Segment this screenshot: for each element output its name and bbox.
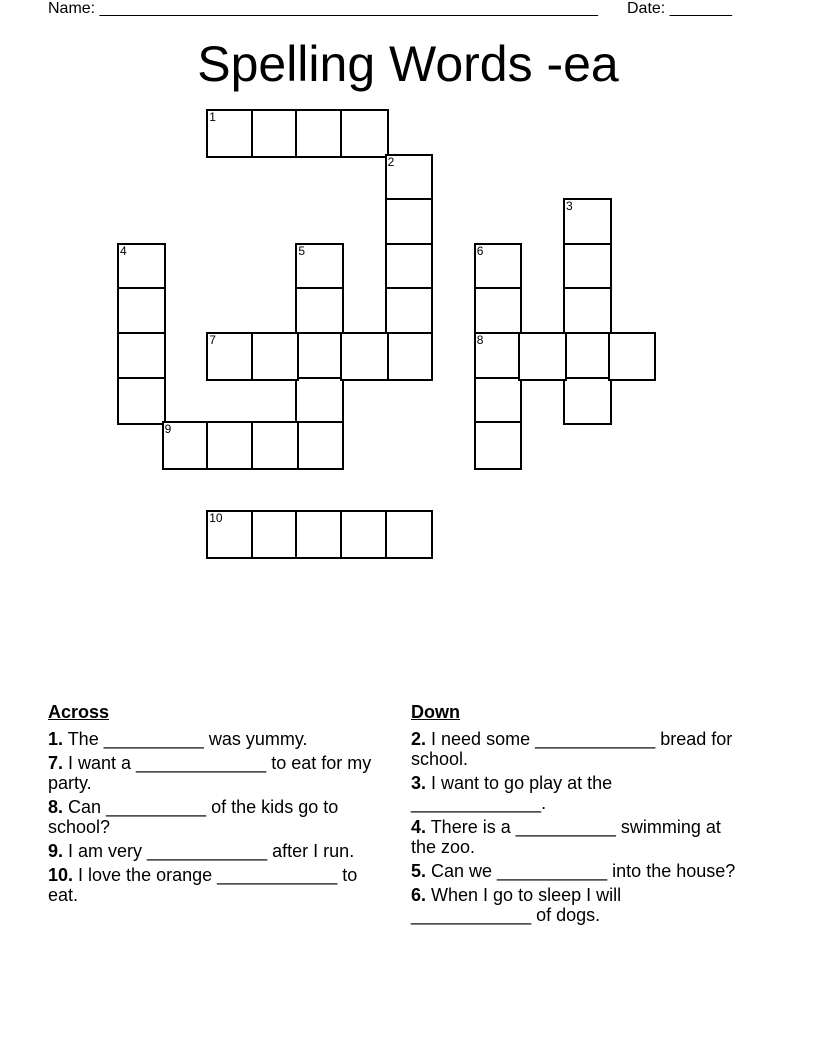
crossword-cell[interactable] [474, 377, 523, 426]
crossword-cell[interactable] [117, 377, 166, 426]
clue-text: I need some ____________ bread for school. [411, 729, 733, 769]
clue-text: I want a _____________ to eat for my party. [48, 753, 372, 793]
crossword-cell[interactable] [340, 332, 389, 381]
crossword-cell[interactable] [295, 287, 344, 336]
crossword-cell[interactable] [206, 510, 255, 559]
crossword-cell[interactable] [563, 287, 612, 336]
crossword-cell[interactable] [474, 243, 523, 292]
crossword-cell[interactable] [608, 332, 657, 381]
date-field[interactable]: Date: _______ [627, 0, 732, 17]
cell-number: 9 [164, 422, 172, 437]
clue-text: I love the orange ____________ to eat. [48, 865, 358, 905]
crossword-cell[interactable] [295, 377, 344, 426]
clue-down-5 [411, 861, 741, 881]
crossword-cell[interactable] [563, 198, 612, 247]
name-field[interactable]: Name: ________________________________________________________ [48, 0, 598, 17]
crossword-cell[interactable] [340, 510, 389, 559]
clue-text: Can __________ of the kids go to school? [48, 797, 339, 837]
clue-text: The __________ was yummy. [63, 729, 308, 749]
crossword-cell[interactable] [295, 332, 344, 381]
crossword-cell[interactable] [295, 510, 344, 559]
crossword-cell[interactable] [474, 332, 523, 381]
crossword-cell[interactable] [385, 154, 434, 203]
clue-number: 7. [48, 753, 64, 773]
crossword-cell[interactable] [385, 198, 434, 247]
clue-down-3 [411, 773, 741, 813]
crossword-cell[interactable] [251, 332, 300, 381]
cell-number: 7 [209, 333, 216, 347]
crossword-cell[interactable] [385, 332, 434, 381]
cell-number: 8 [476, 333, 484, 347]
clue-across-10 [48, 865, 378, 905]
clue-across-9 [48, 841, 378, 861]
clue-number: 9. [48, 841, 64, 861]
clue-number: 10. [48, 865, 74, 885]
crossword-cell[interactable] [385, 243, 434, 292]
crossword-cell[interactable] [251, 421, 300, 470]
crossword-cell[interactable] [162, 421, 211, 470]
crossword-cell[interactable] [295, 243, 344, 292]
crossword-cell[interactable] [295, 421, 344, 470]
crossword-cell[interactable] [563, 243, 612, 292]
across-clues [48, 702, 378, 909]
clue-number: 1. [48, 729, 64, 749]
crossword-cell[interactable] [206, 421, 255, 470]
clue-text: I want to go play at the _____________. [411, 773, 613, 813]
clue-number: 4. [411, 817, 427, 837]
down-heading: Down [411, 702, 460, 722]
crossword-cell[interactable] [117, 332, 166, 381]
cell-number: 5 [298, 243, 306, 258]
clue-down-2 [411, 729, 741, 769]
crossword-cell[interactable] [251, 510, 300, 559]
cell-number: 2 [387, 154, 395, 169]
crossword-cell[interactable] [206, 109, 255, 158]
cell-number: 4 [120, 243, 127, 258]
cell-number: 3 [566, 199, 573, 214]
page-title: Spelling Words -ea [197, 36, 619, 92]
crossword-cell[interactable] [251, 109, 300, 158]
cell-number: 6 [476, 243, 484, 258]
clue-text: Can we ___________ into the house? [426, 861, 736, 881]
down-clues [411, 702, 741, 929]
crossword-cell[interactable] [518, 332, 567, 381]
clue-down-4 [411, 817, 741, 857]
clue-number: 8. [48, 797, 64, 817]
crossword-cell[interactable] [117, 243, 166, 292]
across-heading: Across [48, 702, 110, 722]
crossword-cell[interactable] [385, 287, 434, 336]
crossword-cell[interactable] [385, 510, 434, 559]
clue-across-7 [48, 753, 378, 793]
crossword-cell[interactable] [474, 421, 523, 470]
clue-number: 2. [411, 729, 427, 749]
clue-down-6 [411, 885, 741, 925]
crossword-cell[interactable] [563, 332, 612, 381]
crossword-cell[interactable] [474, 287, 523, 336]
clue-text: There is a __________ swimming at the zoo. [411, 817, 721, 857]
clue-number: 5. [411, 861, 427, 881]
crossword-cell[interactable] [295, 109, 344, 158]
cell-number: 10 [209, 511, 223, 526]
crossword-cell[interactable] [340, 109, 389, 158]
cell-number: 1 [209, 110, 216, 124]
crossword-cell[interactable] [563, 377, 612, 426]
clue-across-1 [48, 729, 378, 749]
clue-text: I am very ____________ after I run. [63, 841, 355, 861]
crossword-cell[interactable] [117, 287, 166, 336]
clue-number: 6. [411, 885, 427, 905]
clue-across-8 [48, 797, 378, 837]
clue-text: When I go to sleep I will ____________ of dogs. [411, 885, 622, 925]
crossword-cell[interactable] [206, 332, 255, 381]
clue-number: 3. [411, 773, 427, 793]
